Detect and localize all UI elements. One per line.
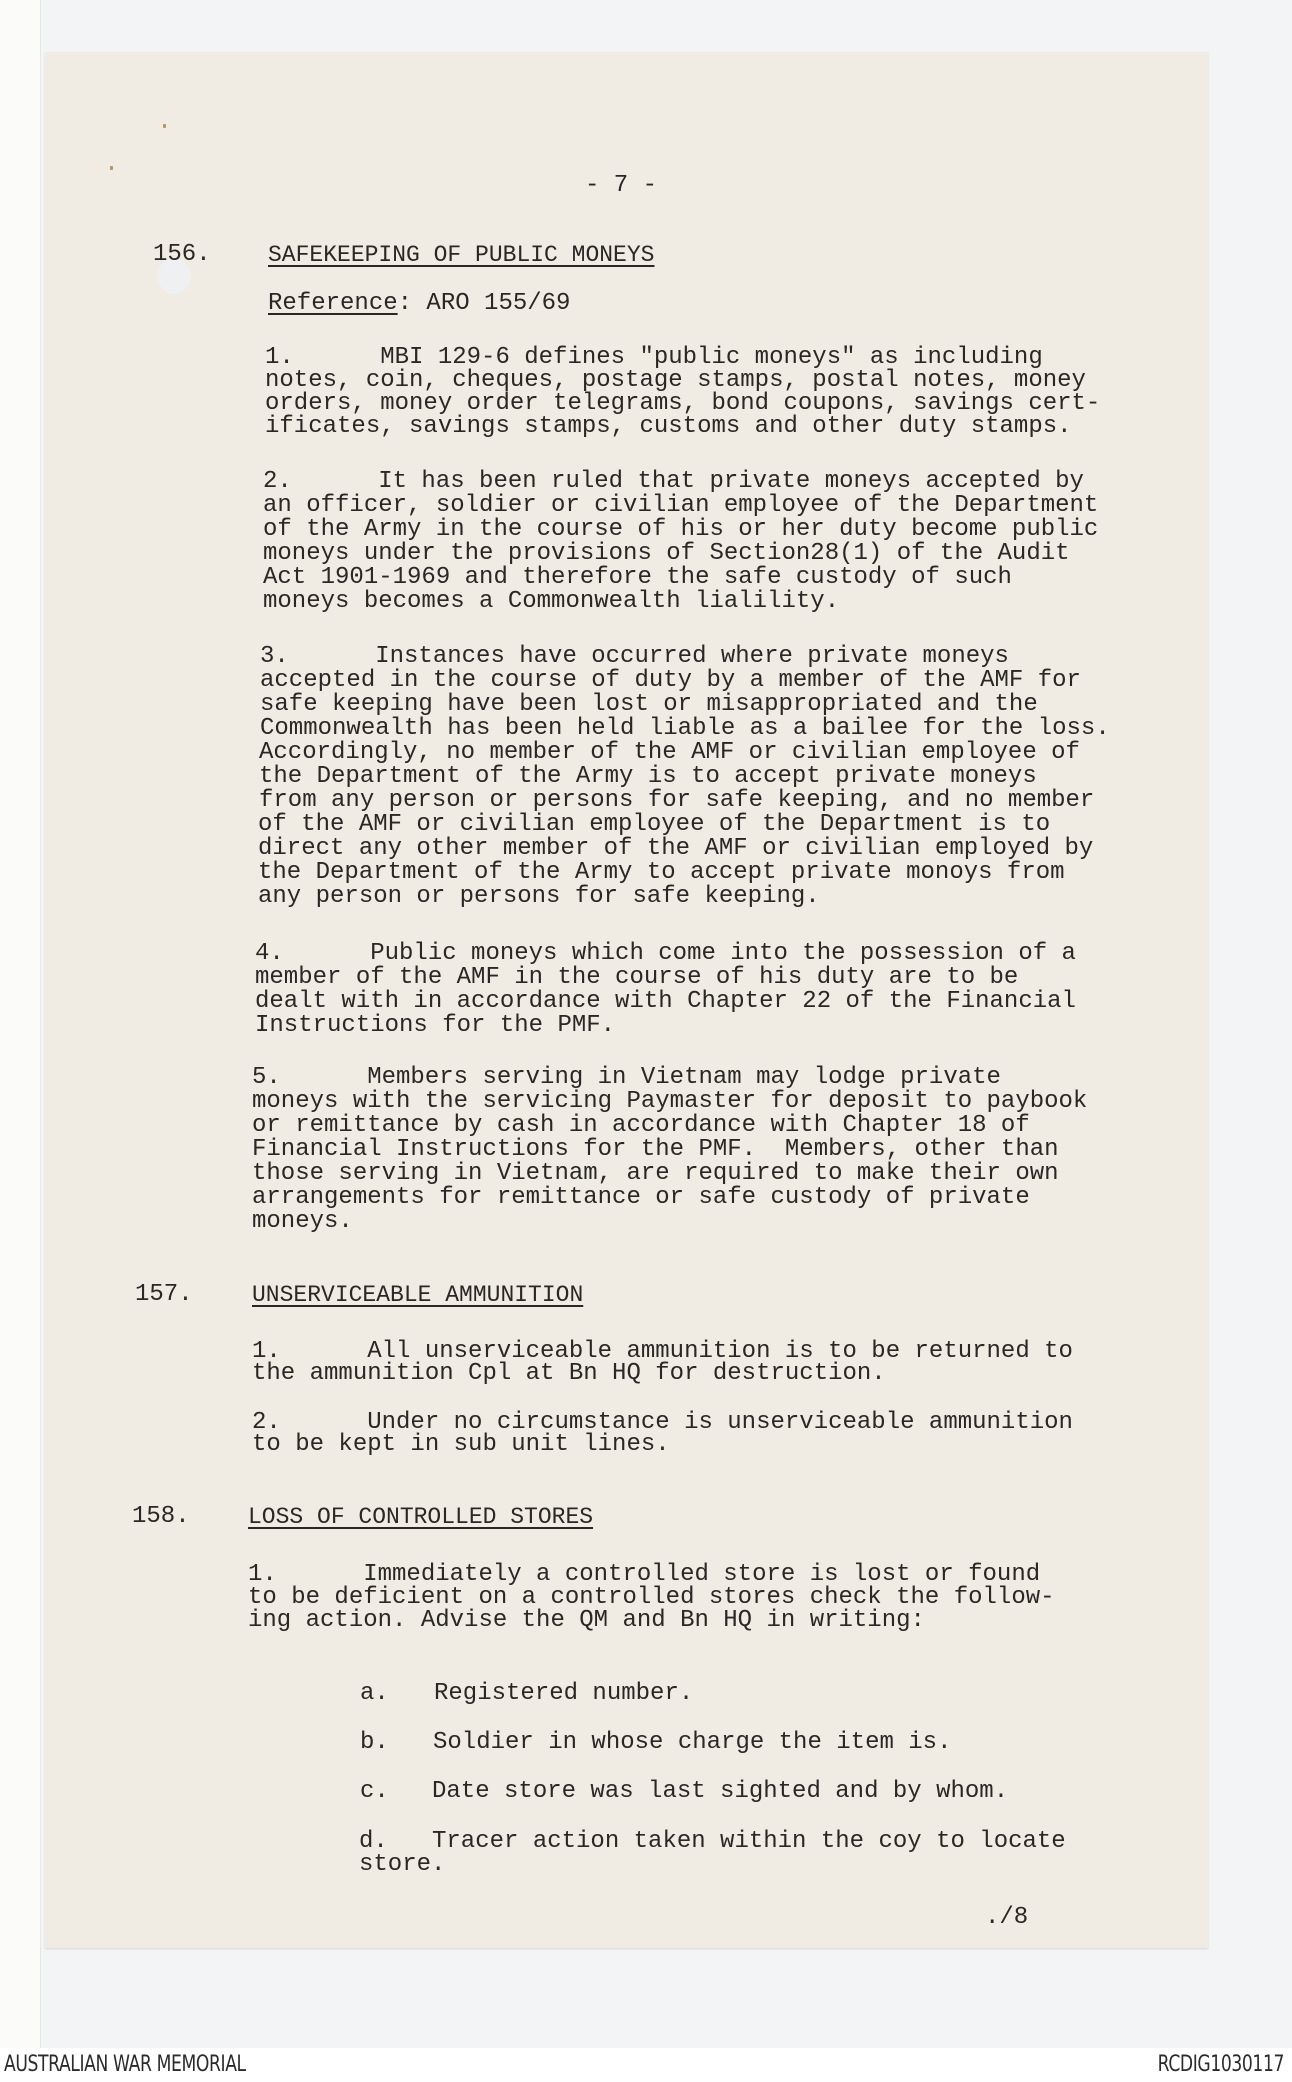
paragraph-line: 1. Immediately a controlled store is lost or found bbox=[248, 1561, 1041, 1588]
page-number: - 7 - bbox=[585, 172, 658, 199]
paragraph-line: of the AMF or civilian employee of the Department is to bbox=[258, 811, 1051, 838]
list-text-continuation: store. bbox=[359, 1851, 446, 1878]
paragraph-line: to be kept in sub unit lines. bbox=[252, 1431, 670, 1458]
paragraph-line: 2. Under no circumstance is unserviceable ammunition bbox=[252, 1409, 1073, 1436]
paragraph-line: Instructions for the PMF. bbox=[255, 1012, 616, 1039]
paragraph-line: safe keeping have been lost or misappropriated and the bbox=[260, 691, 1038, 718]
reference-label: Reference bbox=[268, 290, 398, 317]
paragraph-line: or remittance by cash in accordance with Chapter 18 of bbox=[252, 1112, 1030, 1139]
paragraph-line: Act 1901-1969 and therefore the safe custody of such bbox=[263, 564, 1012, 591]
paragraph-line: arrangements for remittance or safe custody of private bbox=[252, 1184, 1030, 1211]
list-marker: d. bbox=[359, 1828, 388, 1855]
paragraph-line: any person or persons for safe keeping. bbox=[258, 883, 820, 910]
list-text: Registered number. bbox=[434, 1680, 694, 1707]
list-marker: a. bbox=[360, 1680, 389, 1707]
paragraph-line: member of the AMF in the course of his duty are to be bbox=[255, 964, 1019, 991]
section-title: SAFEKEEPING OF PUBLIC MONEYS bbox=[268, 242, 655, 268]
paragraph-line: 5. Members serving in Vietnam may lodge private bbox=[252, 1064, 1001, 1091]
section-title: LOSS OF CONTROLLED STORES bbox=[248, 1504, 594, 1530]
paragraph-line: direct any other member of the AMF or civilian employed by bbox=[258, 835, 1094, 862]
section-number: 156. bbox=[153, 241, 211, 268]
paragraph-line: 1. All unserviceable ammunition is to be returned to bbox=[252, 1338, 1073, 1365]
paragraph-line: 4. Public moneys which come into the possession of a bbox=[255, 940, 1076, 967]
footer-institution: AUSTRALIAN WAR MEMORIAL bbox=[4, 2052, 246, 2077]
paragraph-line: 2. It has been ruled that private moneys accepted by bbox=[263, 468, 1084, 495]
paragraph-line: moneys. bbox=[252, 1208, 353, 1235]
paragraph-line: those serving in Vietnam, are required to make their own bbox=[252, 1160, 1059, 1187]
paper-speck bbox=[110, 166, 113, 170]
paragraph-line: of the Army in the course of his or her duty become public bbox=[263, 516, 1099, 543]
paragraph-line: 3. Instances have occurred where private moneys bbox=[260, 643, 1009, 670]
paragraph-line: accepted in the course of duty by a member of the AMF for bbox=[260, 667, 1081, 694]
list-text: Date store was last sighted and by whom. bbox=[432, 1778, 1009, 1805]
section-title: UNSERVICEABLE AMMUNITION bbox=[252, 1282, 584, 1308]
paragraph-line: 1. MBI 129-6 defines "public moneys" as including bbox=[265, 344, 1043, 371]
scan-edge-strip bbox=[0, 0, 41, 2048]
footer-record-id: RCDIG1030117 bbox=[1157, 2052, 1284, 2077]
paragraph-line: to be deficient on a controlled stores check the follow- bbox=[248, 1584, 1055, 1611]
paragraph-line: Accordingly, no member of the AMF or civilian employee of bbox=[259, 739, 1080, 766]
paragraph-line: moneys under the provisions of Section28(1) of the Audit bbox=[263, 540, 1070, 567]
paper-speck bbox=[163, 124, 166, 128]
reference-value: : ARO 155/69 bbox=[397, 290, 571, 317]
section-number: 158. bbox=[132, 1503, 190, 1530]
paragraph-line: Commonwealth has been held liable as a bailee for the loss. bbox=[260, 715, 1110, 742]
paragraph-line: ing action. Advise the QM and Bn HQ in writing: bbox=[248, 1607, 925, 1634]
list-text: Soldier in whose charge the item is. bbox=[433, 1729, 952, 1756]
list-marker: b. bbox=[360, 1729, 389, 1756]
paragraph-line: from any person or persons for safe keeping, and no member bbox=[259, 787, 1095, 814]
paragraph-line: the Department of the Army is to accept private moneys bbox=[259, 763, 1037, 790]
paragraph-line: notes, coin, cheques, postage stamps, postal notes, money bbox=[265, 367, 1086, 394]
continuation-marker: ./8 bbox=[985, 1904, 1029, 1931]
paragraph-line: the Department of the Army to accept private monoys from bbox=[258, 859, 1065, 886]
paragraph-line: Financial Instructions for the PMF. Members, other than bbox=[252, 1136, 1059, 1163]
section-number: 157. bbox=[135, 1281, 193, 1308]
paragraph-line: orders, money order telegrams, bond coupons, savings cert- bbox=[265, 390, 1101, 417]
paragraph-line: ificates, savings stamps, customs and other duty stamps. bbox=[265, 413, 1072, 440]
list-text: Tracer action taken within the coy to locate bbox=[432, 1828, 1066, 1855]
paragraph-line: the ammunition Cpl at Bn HQ for destruction. bbox=[252, 1360, 886, 1387]
paragraph-line: moneys becomes a Commonwealth lialility. bbox=[263, 588, 840, 615]
paragraph-line: dealt with in accordance with Chapter 22 of the Financial bbox=[255, 988, 1076, 1015]
list-marker: c. bbox=[360, 1778, 389, 1805]
paragraph-line: moneys with the servicing Paymaster for deposit to paybook bbox=[252, 1088, 1088, 1115]
paragraph-line: an officer, soldier or civilian employee of the Department bbox=[263, 492, 1099, 519]
reference-line bbox=[268, 292, 570, 316]
